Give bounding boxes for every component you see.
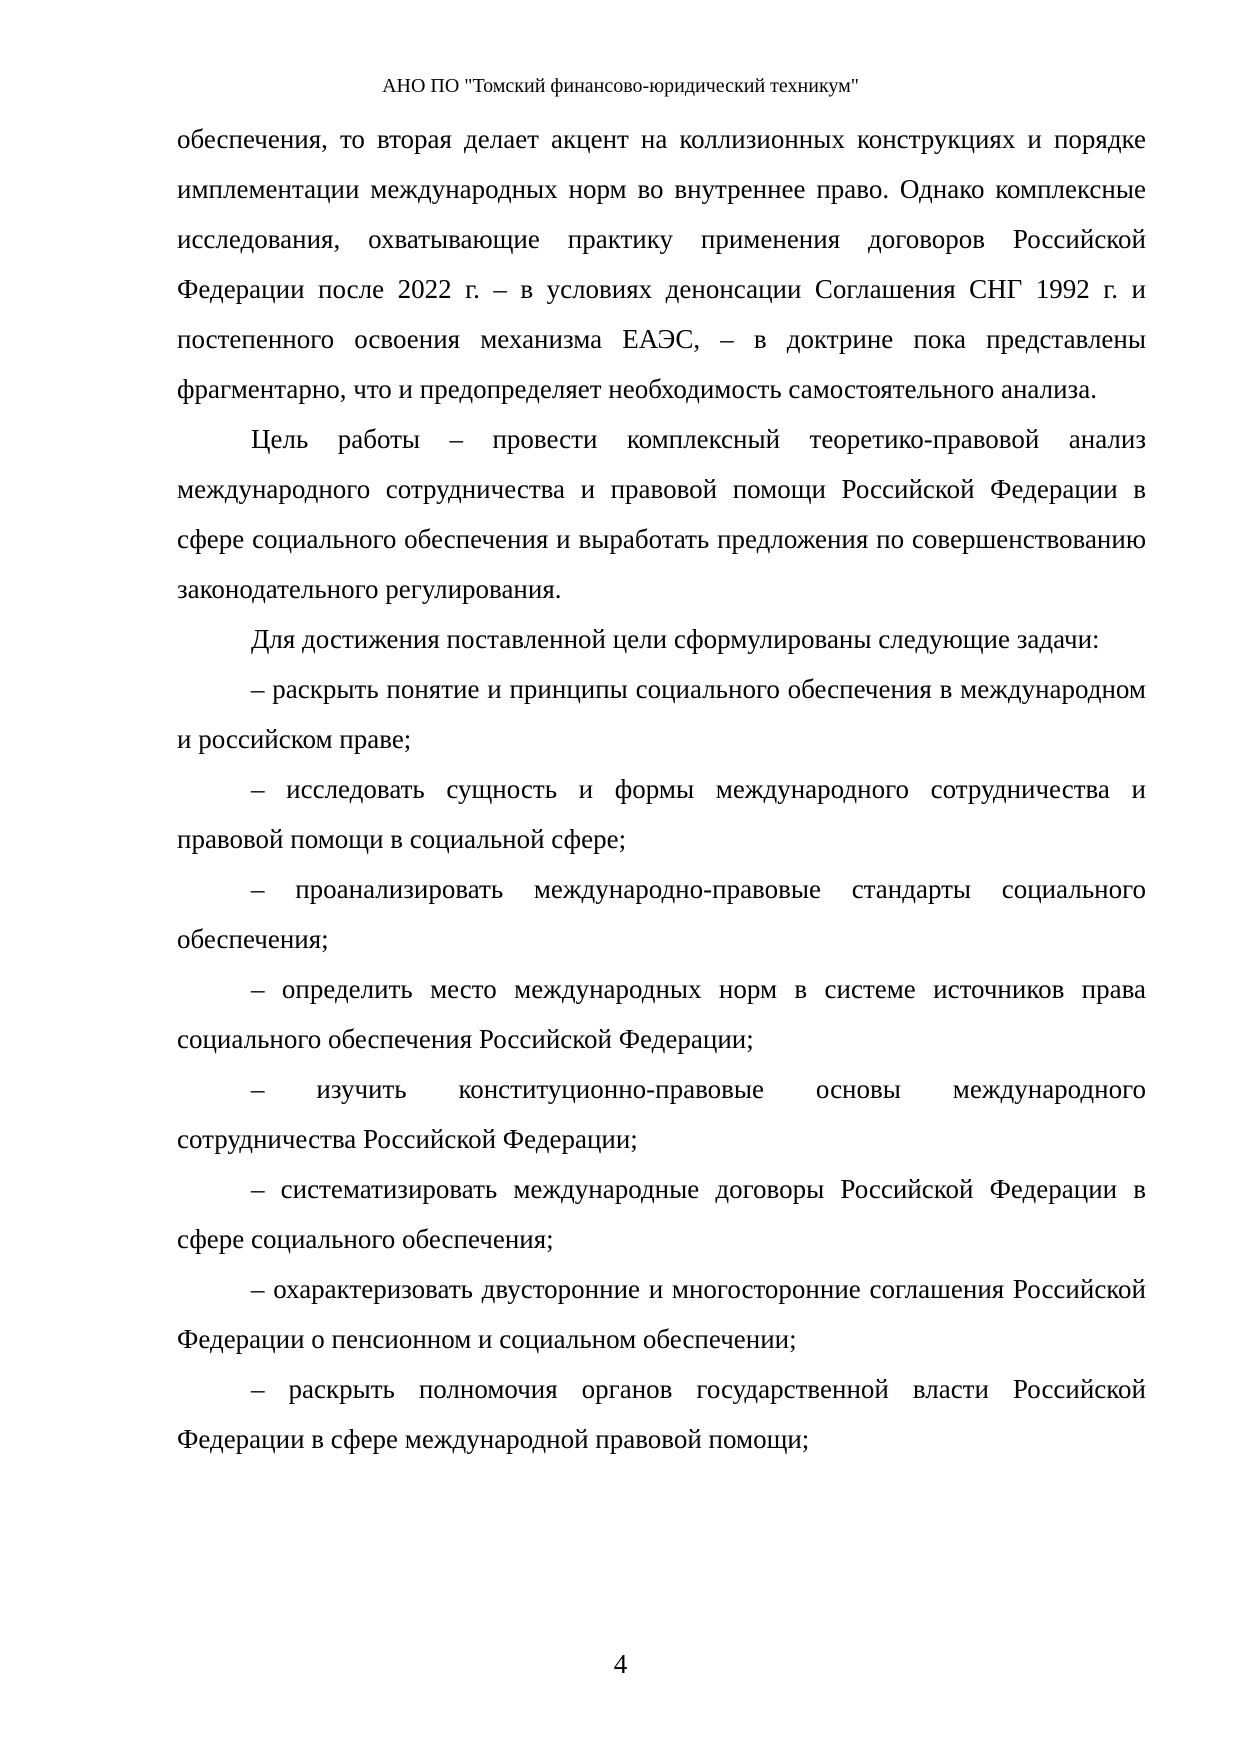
list-item-task: – систематизировать международные договоры Российской Федерации в сфере социального обеспечения; bbox=[177, 1174, 1146, 1254]
paragraph-continuation: обеспечения, то вторая делает акцент на коллизионных конструкциях и порядке имплементации международных норм во внутреннее право. Однако комплексные исследования, охватывающие практику применения договоров Российской Федерации после 2022 г. – в условиях денонсации Соглашения СНГ 1992 г. и постепенного освоения механизма ЕАЭС, – в доктрине пока представлены фрагментарно, что и предопределяет необходимость самостоятельного анализа. bbox=[177, 124, 1146, 404]
page-header: АНО ПО "Томский финансово-юридический техникум" bbox=[382, 75, 859, 97]
list-item-task: – проанализировать международно-правовые стандарты социального обеспечения; bbox=[177, 874, 1146, 954]
list-item-task: – раскрыть понятие и принципы социального обеспечения в международном и российском праве; bbox=[177, 674, 1146, 754]
list-item-task: – изучить конституционно-правовые основы международного сотрудничества Российской Федерации; bbox=[177, 1074, 1146, 1154]
list-item-task: – исследовать сущность и формы международного сотрудничества и правовой помощи в социальной сфере; bbox=[177, 774, 1146, 854]
list-item-task: – раскрыть полномочия органов государственной власти Российской Федерации в сфере международной правовой помощи; bbox=[177, 1374, 1146, 1454]
list-item-task: – определить место международных норм в системе источников права социального обеспечения Российской Федерации; bbox=[177, 974, 1146, 1054]
list-item-task: – охарактеризовать двусторонние и многосторонние соглашения Российской Федерации о пенсионном и социальном обеспечении; bbox=[177, 1274, 1146, 1354]
paragraph-goal: Цель работы – провести комплексный теоретико-правовой анализ международного сотрудничества и правовой помощи Российской Федерации в сфере социального обеспечения и выработать предложения по совершенствованию законодательного регулирования. bbox=[177, 424, 1146, 604]
page-number: 4 bbox=[613, 1649, 628, 1679]
paragraph-tasks-intro: Для достижения поставленной цели сформулированы следующие задачи: bbox=[251, 624, 1100, 654]
document-body bbox=[177, 114, 1146, 1464]
